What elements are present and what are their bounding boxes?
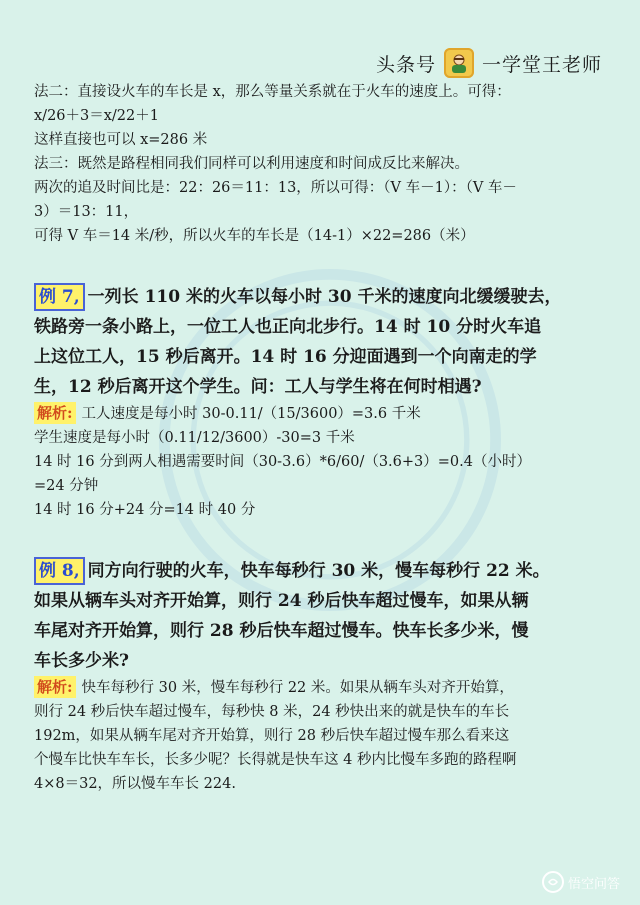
example7-question-line: 铁路旁一条小路上，一位工人也正向北步行。14 时 10 分时火车追	[34, 317, 542, 337]
example8-solution	[34, 676, 614, 700]
example7-question	[34, 282, 614, 312]
example8-solution-line: 个慢车比快车车长，长多少呢？长得就是快车这 4 秒内比慢车多跑的路程啊	[34, 752, 517, 768]
example8-solution-line: 则行 24 秒后快车超过慢车，每秒快 8 米，24 秒快出来的就是快车的车长	[34, 704, 510, 720]
example8-solution-tag: 解析:	[34, 676, 76, 698]
method-three-result: 可得 V 车＝14 米/秒，所以火车的车长是（14-1）×22=286（米）	[34, 228, 475, 244]
example7-question-line: 上这位工人，15 秒后离开。14 时 16 分迎面遇到一个向南走的学	[34, 347, 537, 367]
example8-solution-line: 192m，如果从辆车尾对齐开始算，则行 28 秒后快车超过慢车那么看来这	[34, 728, 510, 744]
example7-solution-tag: 解析:	[34, 402, 76, 424]
example8-solution-text: 快车每秒行 30 米，慢车每秒行 22 米。如果从辆车头对齐开始算，	[81, 680, 514, 696]
example8-solution-line: 4×8＝32，所以慢车车长 224.	[34, 776, 236, 792]
example7-solution	[34, 402, 614, 426]
header-author-name: 一学堂王老师	[481, 53, 602, 76]
example8-question-line: 车长多少米?	[34, 651, 129, 671]
footer-brand[interactable]	[542, 871, 620, 893]
example7-solution-line: =24 分钟	[34, 478, 99, 494]
example7-question-text: 一列长 110 米的火车以每小时 30 千米的速度向北缓缓驶去，	[87, 287, 562, 307]
example7-solution-line: 学生速度是每小时（0.11/12/3600）-30=3 千米	[34, 430, 355, 446]
wukong-logo-icon	[542, 871, 564, 893]
method-two-equation: x/26＋3＝x/22＋1	[34, 108, 159, 124]
example8-question	[34, 556, 614, 586]
example7-tag: 例 7,	[34, 283, 85, 311]
method-two-result: 这样直接也可以 x=286 米	[34, 132, 208, 148]
example8-question-line: 如果从辆车头对齐开始算，则行 24 秒后快车超过慢车，如果从辆	[34, 591, 529, 611]
example7-solution-line: 14 时 16 分+24 分=14 时 40 分	[34, 502, 256, 518]
footer-brand-label: 悟空问答	[567, 876, 620, 892]
document-body	[34, 80, 614, 796]
method-three-line: 法三：既然是路程相同我们同样可以利用速度和时间成反比来解决。	[34, 156, 469, 172]
teacher-avatar-icon	[444, 48, 474, 78]
example7-solution-line: 14 时 16 分到两人相遇需要时间（30-3.6）*6/60/（3.6+3）=0.4（小时）	[34, 454, 531, 470]
method-two-line: 法二：直接设火车的车长是 x，那么等量关系就在于火车的速度上。可得：	[34, 84, 511, 100]
example7-solution-text: 工人速度是每小时 30-0.11/（15/3600）=3.6 千米	[81, 406, 421, 422]
method-three-line: 两次的追及时间比是：22：26＝11：13，所以可得：（V 车－1）：（V 车－	[34, 180, 517, 196]
example8-tag: 例 8,	[34, 557, 85, 585]
example8-question-line: 车尾对齐开始算，则行 28 秒后快车超过慢车。快车长多少米，慢	[34, 621, 529, 641]
example7-question-line: 生，12 秒后离开这个学生。问：工人与学生将在何时相遇?	[34, 377, 482, 397]
example8-question-text: 同方向行驶的火车，快车每秒行 30 米，慢车每秒行 22 米。	[87, 561, 550, 581]
method-three-line: 3）＝13：11，	[34, 204, 139, 220]
header-source-label: 头条号	[375, 53, 436, 76]
page-header	[376, 48, 602, 78]
